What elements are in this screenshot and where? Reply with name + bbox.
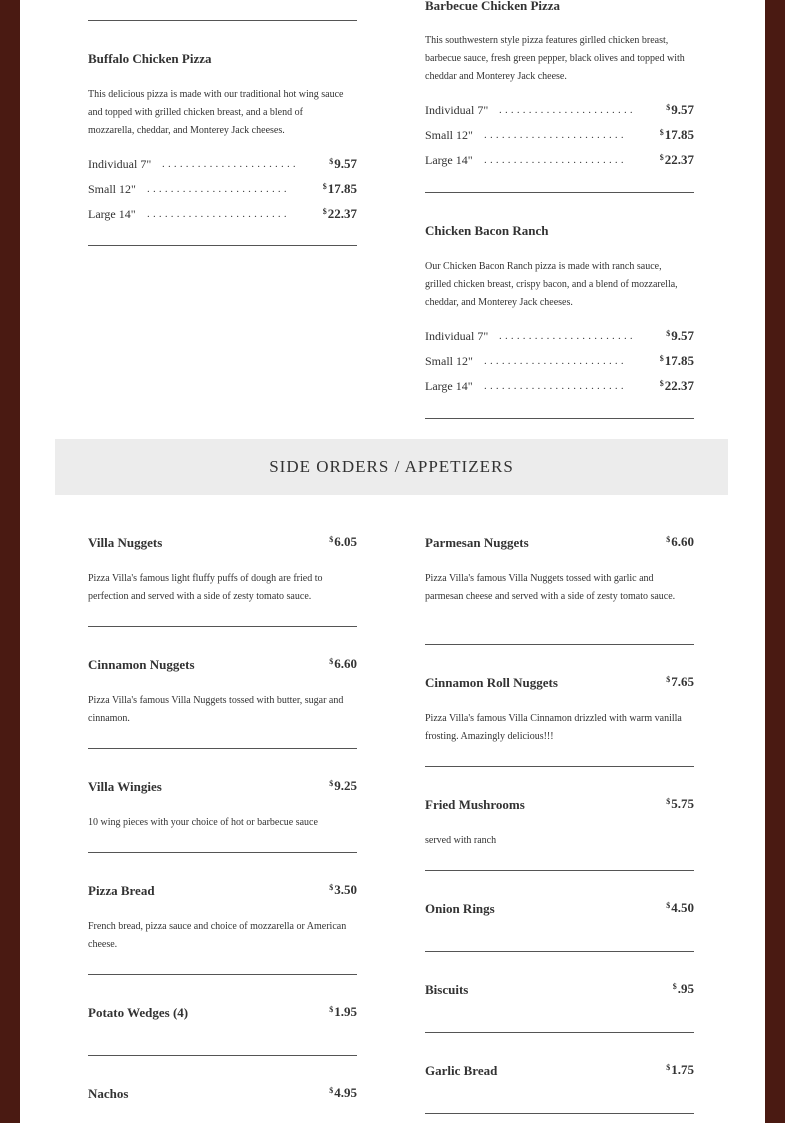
leader-dots: ........................ — [484, 380, 627, 392]
item-title: Onion Rings — [425, 901, 495, 916]
menu-item-cinnamon-roll-nuggets — [425, 675, 694, 755]
size-label: Small 12" — [88, 182, 136, 196]
item-price: $1.95 — [329, 1004, 357, 1019]
item-price: $3.50 — [329, 882, 357, 897]
item-price: $4.50 — [666, 900, 694, 915]
menu-item-garlic-bread — [425, 1063, 694, 1093]
divider — [425, 870, 694, 871]
divider — [88, 1055, 357, 1056]
item-title: Garlic Bread — [425, 1063, 498, 1078]
item-title: Fried Mushrooms — [425, 797, 525, 812]
item-description: This delicious pizza is made with our traditional hot wing sauce and topped with grilled chicken breast, and a blend of mozzarella, cheddar, and Monterey Jack cheeses. — [88, 89, 344, 136]
leader-dots: ........................ — [147, 208, 290, 220]
price: $22.37 — [659, 378, 694, 393]
price: $17.85 — [659, 353, 694, 368]
item-price: $6.05 — [329, 534, 357, 549]
price: $9.57 — [666, 102, 694, 117]
item-description: Pizza Villa's famous Villa Cinnamon drizzled with warm vanilla frosting. Amazingly delicious!!! — [425, 713, 682, 742]
item-price: $1.75 — [666, 1062, 694, 1077]
menu-item-potato-wedges — [88, 1005, 357, 1035]
leader-dots: ....................... — [162, 158, 299, 170]
item-price: $7.65 — [666, 674, 694, 689]
sides-column-left — [88, 0, 357, 1123]
menu-item-fried-mushrooms — [425, 797, 694, 857]
price: $22.37 — [659, 152, 694, 167]
menu-item-onion-rings — [425, 901, 694, 931]
price: $9.57 — [329, 156, 357, 171]
item-price: $5.75 — [666, 796, 694, 811]
item-description: 10 wing pieces with your choice of hot or barbecue sauce — [88, 817, 318, 828]
divider — [88, 748, 357, 749]
section-title: SIDE ORDERS / APPETIZERS — [269, 457, 514, 476]
menu-item-villa-nuggets — [88, 535, 357, 615]
item-description: Our Chicken Bacon Ranch pizza is made with ranch sauce, grilled chicken breast, crispy bacon, and a blend of mozzarella, cheddar, and Monterey Jack cheeses. — [425, 261, 678, 308]
sides-column-right — [425, 0, 694, 1123]
leader-dots: ........................ — [147, 183, 290, 195]
size-label: Large 14" — [425, 379, 473, 393]
item-title: Biscuits — [425, 982, 469, 997]
divider — [88, 974, 357, 975]
item-title: Nachos — [88, 1086, 129, 1101]
divider — [88, 626, 357, 627]
item-title: Parmesan Nuggets — [425, 535, 529, 550]
item-description: Pizza Villa's famous light fluffy puffs of dough are fried to perfection and served with a side of zesty tomato sauce. — [88, 573, 323, 602]
item-price: $6.60 — [666, 534, 694, 549]
item-price: $6.60 — [329, 656, 357, 671]
item-description: Pizza Villa's famous Villa Nuggets tossed with garlic and parmesan cheese and served with a side of zesty tomato sauce. — [425, 573, 676, 602]
size-label: Large 14" — [88, 207, 136, 221]
item-description: French bread, pizza sauce and choice of mozzarella or American cheese. — [88, 921, 347, 950]
divider — [425, 1113, 694, 1114]
size-label: Individual 7" — [425, 329, 489, 343]
size-label: Small 12" — [425, 128, 473, 142]
size-label: Small 12" — [425, 354, 473, 368]
item-description: served with ranch — [425, 835, 497, 846]
item-title: Villa Wingies — [88, 779, 162, 794]
price: $22.37 — [322, 206, 357, 221]
leader-dots: ........................ — [484, 129, 627, 141]
leader-dots: ........................ — [484, 355, 627, 367]
item-title: Buffalo Chicken Pizza — [88, 51, 212, 66]
item-price: $.95 — [672, 981, 694, 996]
menu-item-pizza-bread — [88, 883, 357, 963]
item-price: $9.25 — [329, 778, 357, 793]
item-title: Cinnamon Nuggets — [88, 657, 195, 672]
menu-item-biscuits — [425, 982, 694, 1012]
divider — [425, 766, 694, 767]
size-label: Individual 7" — [88, 157, 152, 171]
divider — [425, 644, 694, 645]
leader-dots: ....................... — [499, 104, 636, 116]
item-title: Barbecue Chicken Pizza — [425, 0, 561, 13]
divider — [425, 951, 694, 952]
menu-item-villa-wingies — [88, 779, 357, 839]
price: $17.85 — [659, 127, 694, 142]
menu-page — [20, 0, 765, 1123]
size-label: Large 14" — [425, 153, 473, 167]
leader-dots: ....................... — [499, 330, 636, 342]
size-label: Individual 7" — [425, 103, 489, 117]
item-description: This southwestern style pizza features girlled chicken breast, barbecue sauce, fresh green pepper, black olives and topped with cheddar and Monterey Jack cheese. — [425, 35, 685, 82]
price: $17.85 — [322, 181, 357, 196]
menu-item-nachos — [88, 1086, 357, 1116]
leader-dots: ........................ — [484, 154, 627, 166]
divider — [88, 852, 357, 853]
menu-item-parmesan-nuggets — [425, 535, 694, 630]
menu-item-cinnamon-nuggets — [88, 657, 357, 737]
item-title: Chicken Bacon Ranch — [425, 223, 549, 238]
item-title: Villa Nuggets — [88, 535, 163, 550]
item-title: Pizza Bread — [88, 883, 155, 898]
item-title: Cinnamon Roll Nuggets — [425, 675, 558, 690]
price: $9.57 — [666, 328, 694, 343]
item-price: $4.95 — [329, 1085, 357, 1100]
item-description: Pizza Villa's famous Villa Nuggets tossed with butter, sugar and cinnamon. — [88, 695, 344, 724]
divider — [425, 1032, 694, 1033]
item-title: Potato Wedges (4) — [88, 1005, 189, 1020]
